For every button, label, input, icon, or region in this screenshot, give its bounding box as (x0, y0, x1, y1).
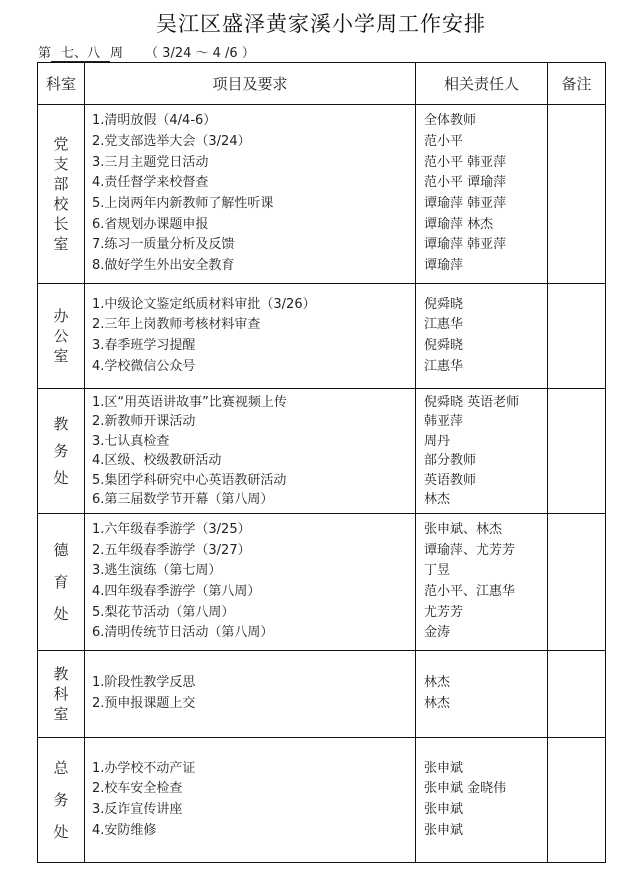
items-cell (85, 514, 416, 651)
dept-char: 室 (53, 235, 69, 253)
department-cell (38, 284, 85, 389)
table-row (38, 284, 606, 389)
list-item: 4.区级、校级教研活动 (92, 453, 222, 468)
list-item: 1.六年级春季游学（3/25） (92, 521, 251, 537)
dept-char: 党 (53, 135, 69, 153)
person-entry: 倪舜晓 英语老师 (424, 394, 520, 410)
notes-cell (548, 738, 606, 863)
list-item: 1.清明放假（4/4-6） (92, 113, 217, 129)
list-item: 1.办学校不动产证 (92, 760, 196, 776)
page-title: 吴江区盛泽黄家溪小学周工作安排 (156, 12, 486, 36)
dept-char: 室 (53, 347, 69, 365)
table-row (38, 105, 606, 284)
person-entry: 张申斌、林杰 (424, 521, 503, 537)
list-item: 3.七认真检查 (92, 433, 170, 449)
person-entry: 倪舜晓 (424, 296, 464, 312)
dept-char: 处 (53, 469, 69, 487)
dept-char: 办 (53, 307, 69, 325)
department-cell (38, 738, 85, 863)
week-numbers: 七、八 (51, 47, 110, 62)
department-cell (38, 389, 85, 514)
notes-cell (548, 514, 606, 651)
items-cell (85, 651, 416, 738)
person-entry: 林杰 (424, 696, 451, 711)
department-cell (38, 514, 85, 651)
list-item: 6.第三届数学节开幕（第八周） (92, 492, 274, 507)
responsible-cell (416, 389, 548, 514)
list-item: 3.春季班学习提醒 (92, 338, 196, 353)
person-entry: 尤芳芳 (424, 604, 464, 620)
dept-char: 处 (53, 823, 69, 841)
list-item: 2.新教师开课活动 (92, 414, 196, 429)
dept-char: 校 (53, 195, 69, 213)
list-item: 6.清明传统节日活动（第八周） (92, 625, 274, 641)
list-item: 6.省规划办课题申报 (92, 216, 209, 232)
department-cell (38, 105, 85, 284)
person-entry: 谭瑜萍 (424, 258, 464, 274)
dept-char: 科 (53, 685, 69, 703)
person-entry: 江惠华 (424, 358, 464, 374)
list-item: 2.五年级春季游学（3/27） (92, 542, 251, 558)
week-suffix: 周 (110, 46, 124, 61)
person-entry: 倪舜晓 (424, 338, 464, 353)
items-cell (85, 284, 416, 389)
items-cell (85, 105, 416, 284)
dept-char: 长 (53, 215, 69, 233)
person-entry: 江惠华 (424, 317, 464, 333)
list-item: 4.安防维修 (92, 822, 157, 838)
dept-char: 公 (53, 327, 69, 345)
table-row (38, 738, 606, 863)
list-item: 5.集团学科研究中心英语教研活动 (92, 472, 287, 488)
notes-cell (548, 284, 606, 389)
list-item: 2.预申报课题上交 (92, 696, 196, 711)
list-item: 4.四年级春季游学（第八周） (92, 584, 261, 599)
list-item: 4.责任督学来校督查 (92, 175, 209, 191)
list-item: 2.三年上岗教师考核材料审查 (92, 317, 261, 333)
dept-char: 教 (53, 665, 69, 683)
header-department: 科室 (38, 63, 85, 105)
items-cell (85, 389, 416, 514)
person-entry: 谭瑜萍 林杰 (424, 216, 494, 232)
responsible-cell (416, 651, 548, 738)
person-entry: 林杰 (424, 675, 451, 691)
list-item: 3.三月主题党日活动 (92, 154, 209, 170)
notes-cell (548, 651, 606, 738)
table-header-row (38, 63, 606, 105)
header-responsible: 相关责任人 (416, 63, 548, 105)
list-item: 2.党支部选举大会（3/24） (92, 133, 251, 149)
dept-char: 支 (53, 155, 69, 173)
person-entry: 金涛 (424, 625, 451, 641)
dept-char: 务 (53, 442, 69, 460)
header-notes: 备注 (548, 63, 606, 105)
dept-char: 教 (53, 415, 69, 433)
table-row (38, 389, 606, 514)
responsible-cell (416, 284, 548, 389)
person-entry: 范小平 谭瑜萍 (424, 175, 507, 191)
list-item: 4.学校微信公众号 (92, 358, 196, 374)
person-entry: 全体教师 (424, 113, 477, 129)
person-entry: 韩亚萍 (424, 414, 464, 429)
dept-char: 总 (53, 759, 69, 777)
person-entry: 英语教师 (424, 472, 477, 488)
table-row (38, 651, 606, 738)
list-item: 3.逃生演练（第七周） (92, 563, 222, 579)
list-item: 7.练习一质量分析及反馈 (92, 237, 235, 253)
date-range: （ 3/24 ～ 4 /6 ） (145, 46, 255, 61)
dept-char: 室 (53, 705, 69, 723)
person-entry: 丁昱 (424, 563, 451, 579)
person-entry: 林杰 (424, 492, 451, 507)
person-entry: 张申斌 (424, 802, 464, 817)
person-entry: 范小平、江惠华 (424, 584, 516, 599)
person-entry: 张申斌 金晓伟 (424, 781, 507, 797)
person-entry: 范小平 (424, 133, 464, 149)
list-item: 5.上岗两年内新教师了解性听课 (92, 196, 274, 211)
person-entry: 谭瑜萍、尤芳芳 (424, 542, 516, 558)
department-cell (38, 651, 85, 738)
list-item: 1.中级论文鉴定纸质材料审批（3/26） (92, 296, 316, 312)
dept-char: 处 (53, 605, 69, 623)
person-entry: 张申斌 (424, 760, 464, 776)
list-item: 2.校车安全检查 (92, 781, 183, 797)
table-row (38, 514, 606, 651)
responsible-cell (416, 738, 548, 863)
schedule-table (37, 62, 606, 863)
dept-char: 务 (53, 791, 69, 809)
responsible-cell (416, 105, 548, 284)
week-range-line (38, 42, 255, 62)
dept-char: 育 (53, 573, 69, 591)
person-entry: 谭瑜萍 韩亚萍 (424, 237, 507, 253)
person-entry: 张申斌 (424, 822, 464, 838)
responsible-cell (416, 514, 548, 651)
dept-char: 德 (53, 541, 69, 559)
notes-cell (548, 105, 606, 284)
week-prefix: 第 (38, 46, 52, 61)
list-item: 5.梨花节活动（第八周） (92, 604, 235, 620)
list-item: 1.区“用英语讲故事”比赛视频上传 (92, 394, 287, 410)
notes-cell (548, 389, 606, 514)
person-entry: 谭瑜萍 韩亚萍 (424, 196, 507, 211)
dept-char: 部 (53, 175, 69, 193)
person-entry: 部分教师 (424, 453, 477, 468)
list-item: 8.做好学生外出安全教育 (92, 258, 235, 274)
items-cell (85, 738, 416, 863)
person-entry: 周丹 (424, 433, 451, 449)
header-items: 项目及要求 (85, 63, 416, 105)
list-item: 3.反诈宣传讲座 (92, 802, 183, 817)
list-item: 1.阶段性教学反思 (92, 675, 196, 691)
person-entry: 范小平 韩亚萍 (424, 154, 507, 170)
